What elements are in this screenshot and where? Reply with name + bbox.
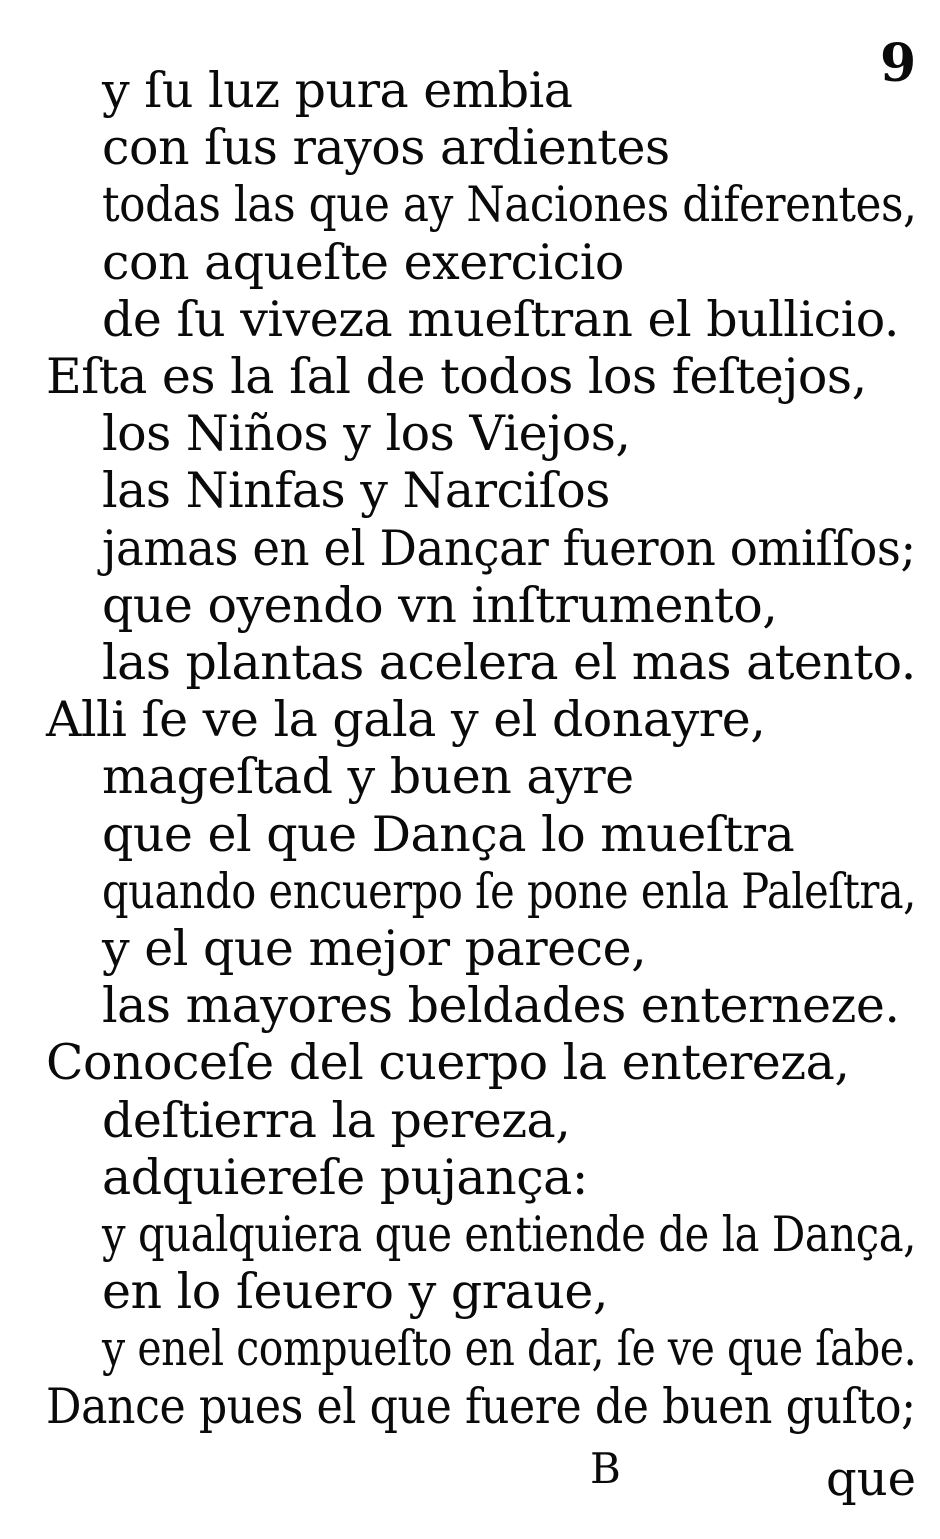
poem-line: Alli ſe ve la gala y el donayre,	[46, 691, 766, 749]
page-number: 9	[880, 33, 917, 94]
poem-line: que el que Dança lo mueſtra	[102, 805, 795, 863]
poem-line: y enel compueſto en dar, ſe ve que ſabe.	[102, 1320, 917, 1378]
poem-line: con aqueſte exercicio	[102, 233, 624, 291]
poem-line: las Ninfas y Narciſos	[102, 462, 610, 520]
poem-line: quando encuerpo ſe pone enla Paleſtra,	[102, 862, 916, 920]
poem-line: deſtierra la pereza,	[102, 1091, 571, 1149]
poem-line: Eſta es la ſal de todos los feſtejos,	[46, 348, 867, 405]
poem-line: las mayores beldades enterneze.	[102, 977, 900, 1035]
signature-mark: B	[590, 1444, 621, 1493]
poem-line: que oyendo vn inſtrumento,	[102, 576, 778, 634]
poem-line: las plantas acelera el mas atento.	[102, 634, 916, 691]
poem-line: Dance pues el que fuere de buen guſto;	[46, 1377, 916, 1435]
poem-line: y el que mejor parece,	[102, 920, 647, 977]
poem-line: de ſu viveza mueſtran el bullicio.	[102, 290, 899, 348]
poem-line: y ſu luz pura embia	[102, 62, 573, 119]
poem-line: en lo ſeuero y graue,	[102, 1263, 608, 1321]
poem-line: con ſus rayos ardientes	[102, 119, 670, 177]
poem-line: los Niños y los Viejos,	[102, 405, 631, 463]
poem-line: adquiereſe pujança:	[102, 1148, 588, 1206]
catchword: que	[826, 1451, 917, 1507]
poem-line: Conoceſe del cuerpo la entereza,	[46, 1034, 850, 1092]
poem-line: y qualquiera que entiende de la Dança,	[102, 1206, 916, 1263]
poem-line: todas las que ay Naciones diferentes,	[102, 176, 917, 234]
poem-line: jamas en el Dançar fueron omiſſos;	[102, 519, 916, 577]
poem-line: mageſtad y buen ayre	[102, 748, 634, 806]
